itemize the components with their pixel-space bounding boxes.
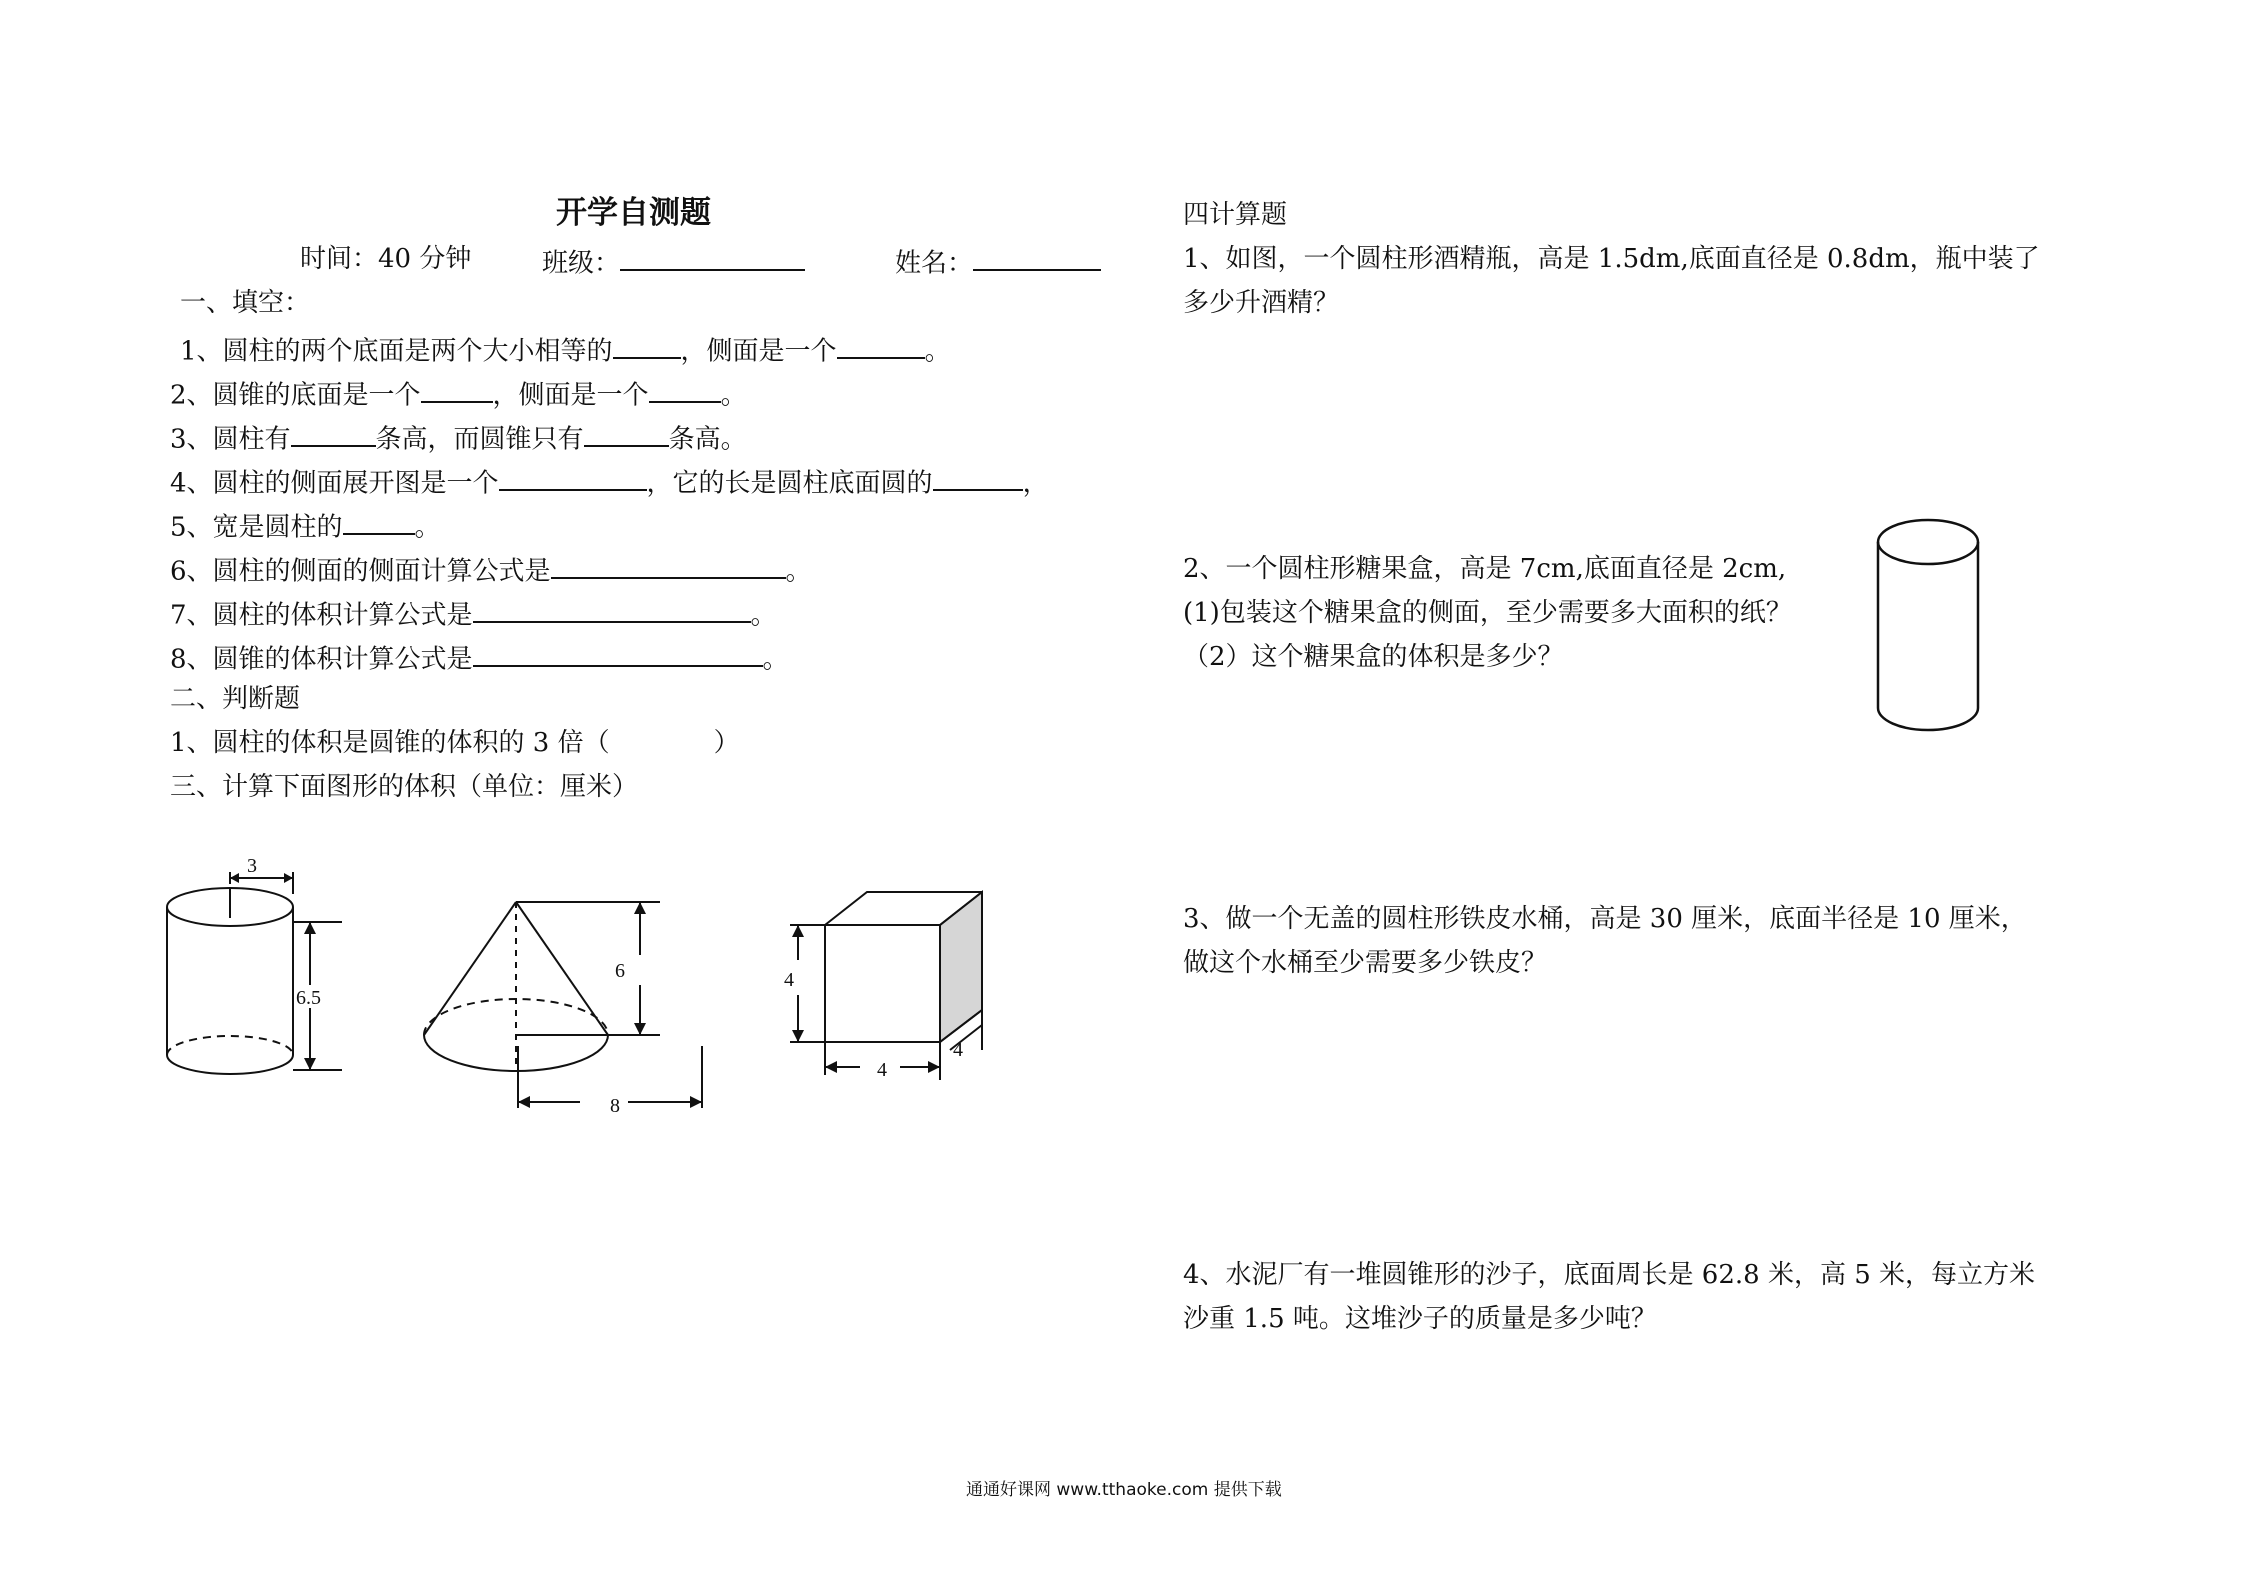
q3-blank-2[interactable] (584, 422, 669, 447)
calc-question-1-line1: 1、如图，一个圆柱形酒精瓶，高是 1.5dm,底面直径是 0.8dm，瓶中装了 (1183, 244, 2040, 274)
cone-height-label: 6 (615, 960, 625, 982)
q2-text-b: ，侧面是一个 (492, 380, 649, 411)
q8-blank-1[interactable] (473, 642, 763, 667)
q3-text-b: 条高，而圆锥只有 (375, 424, 584, 455)
calc-question-4-line2: 沙重 1.5 吨。这堆沙子的质量是多少吨？ (1183, 1304, 1657, 1334)
q7-text-b: 。 (750, 600, 777, 631)
q2-blank-1[interactable] (421, 378, 493, 403)
q3-text-a: 3、圆柱有 (170, 424, 291, 455)
fill-question-5 (170, 510, 441, 543)
q2-text-c: 。 (720, 380, 747, 411)
q4-text-b: ，它的长是圆柱底面圆的 (646, 468, 933, 499)
calc-question-1-line2: 多少升酒精？ (1183, 288, 1340, 318)
calc-question-2-line2: (1)包装这个糖果盒的侧面，至少需要多大面积的纸？ (1183, 598, 1792, 628)
calc-question-3-line1: 3、做一个无盖的圆柱形铁皮水桶，高是 30 厘米，底面半径是 10 厘米， (1183, 904, 2027, 934)
fill-question-3 (170, 422, 747, 455)
q7-text-a: 7、圆柱的体积计算公式是 (170, 600, 473, 631)
q4-blank-2[interactable] (933, 466, 1023, 491)
q5-blank-1[interactable] (343, 510, 415, 535)
q3-text-c: 条高。 (668, 424, 747, 455)
page-title: 开学自测题 (556, 195, 711, 231)
cylinder-radius-label: 3 (247, 855, 257, 877)
q4-text-a: 4、圆柱的侧面展开图是一个 (170, 468, 499, 499)
calc-question-4-line1: 4、水泥厂有一堆圆锥形的沙子，底面周长是 62.8 米，高 5 米，每立方米 (1183, 1260, 2036, 1290)
q7-blank-1[interactable] (473, 598, 751, 623)
q5-text-b: 。 (414, 512, 441, 543)
calc-question-2-line3: （2）这个糖果盒的体积是多少？ (1183, 642, 1564, 672)
fill-question-6 (170, 554, 812, 587)
section4-heading: 四计算题 (1183, 200, 1288, 230)
cone-diameter-label: 8 (610, 1095, 620, 1117)
q2-text-a: 2、圆锥的底面是一个 (170, 380, 421, 411)
calc-question-2-line1: 2、一个圆柱形糖果盒，高是 7cm,底面直径是 2cm, (1183, 554, 1787, 584)
q4-text-c: ， (1022, 468, 1049, 499)
fill-question-1 (180, 334, 951, 367)
section1-heading: 一、填空： (180, 288, 311, 318)
q1-text-a: 1、圆柱的两个底面是两个大小相等的 (180, 336, 613, 367)
q2-blank-2[interactable] (649, 378, 721, 403)
q5-text-a: 5、宽是圆柱的 (170, 512, 343, 543)
fill-question-8 (170, 642, 789, 675)
class-blank[interactable] (620, 246, 805, 271)
name-label: 姓名： (895, 248, 974, 279)
q6-blank-1[interactable] (551, 554, 786, 579)
section2-heading: 二、判断题 (170, 684, 301, 714)
calc-question-3-line2: 做这个水桶至少需要多少铁皮？ (1183, 948, 1548, 978)
name-field[interactable] (895, 246, 1101, 279)
cube-depth-label: 4 (953, 1039, 963, 1061)
q6-text-a: 6、圆柱的侧面的侧面计算公式是 (170, 556, 551, 587)
cone-figure (410, 880, 720, 1120)
cube-height-label: 4 (784, 969, 794, 991)
q4-blank-1[interactable] (499, 466, 647, 491)
cylinder-height-label: 6.5 (296, 987, 321, 1009)
footer-source: 通通好课网 www.tthaoke.com 提供下载 (966, 1480, 1282, 1500)
cube-figure (770, 880, 1010, 1110)
fill-question-7 (170, 598, 777, 631)
time-limit: 时间：40 分钟 (300, 244, 472, 274)
q1-text-b: ，侧面是一个 (680, 336, 837, 367)
candy-box-cylinder-figure (1872, 512, 1982, 742)
cylinder-figure (150, 850, 360, 1100)
fill-question-4 (170, 466, 1049, 499)
class-label: 班级： (542, 248, 621, 279)
q8-text-b: 。 (762, 644, 789, 675)
q8-text-a: 8、圆锥的体积计算公式是 (170, 644, 473, 675)
section3-heading: 三、计算下面图形的体积（单位：厘米） (170, 772, 639, 802)
class-field[interactable] (542, 246, 805, 279)
q1-blank-2[interactable] (837, 334, 925, 359)
fill-question-2 (170, 378, 747, 411)
q3-blank-1[interactable] (291, 422, 376, 447)
q1-blank-1[interactable] (613, 334, 681, 359)
cube-width-label: 4 (877, 1059, 887, 1081)
q1-text-c: 。 (924, 336, 951, 367)
q6-text-b: 。 (785, 556, 812, 587)
name-blank[interactable] (973, 246, 1101, 271)
judge-question-1: 1、圆柱的体积是圆锥的体积的 3 倍（ ） (170, 728, 740, 758)
